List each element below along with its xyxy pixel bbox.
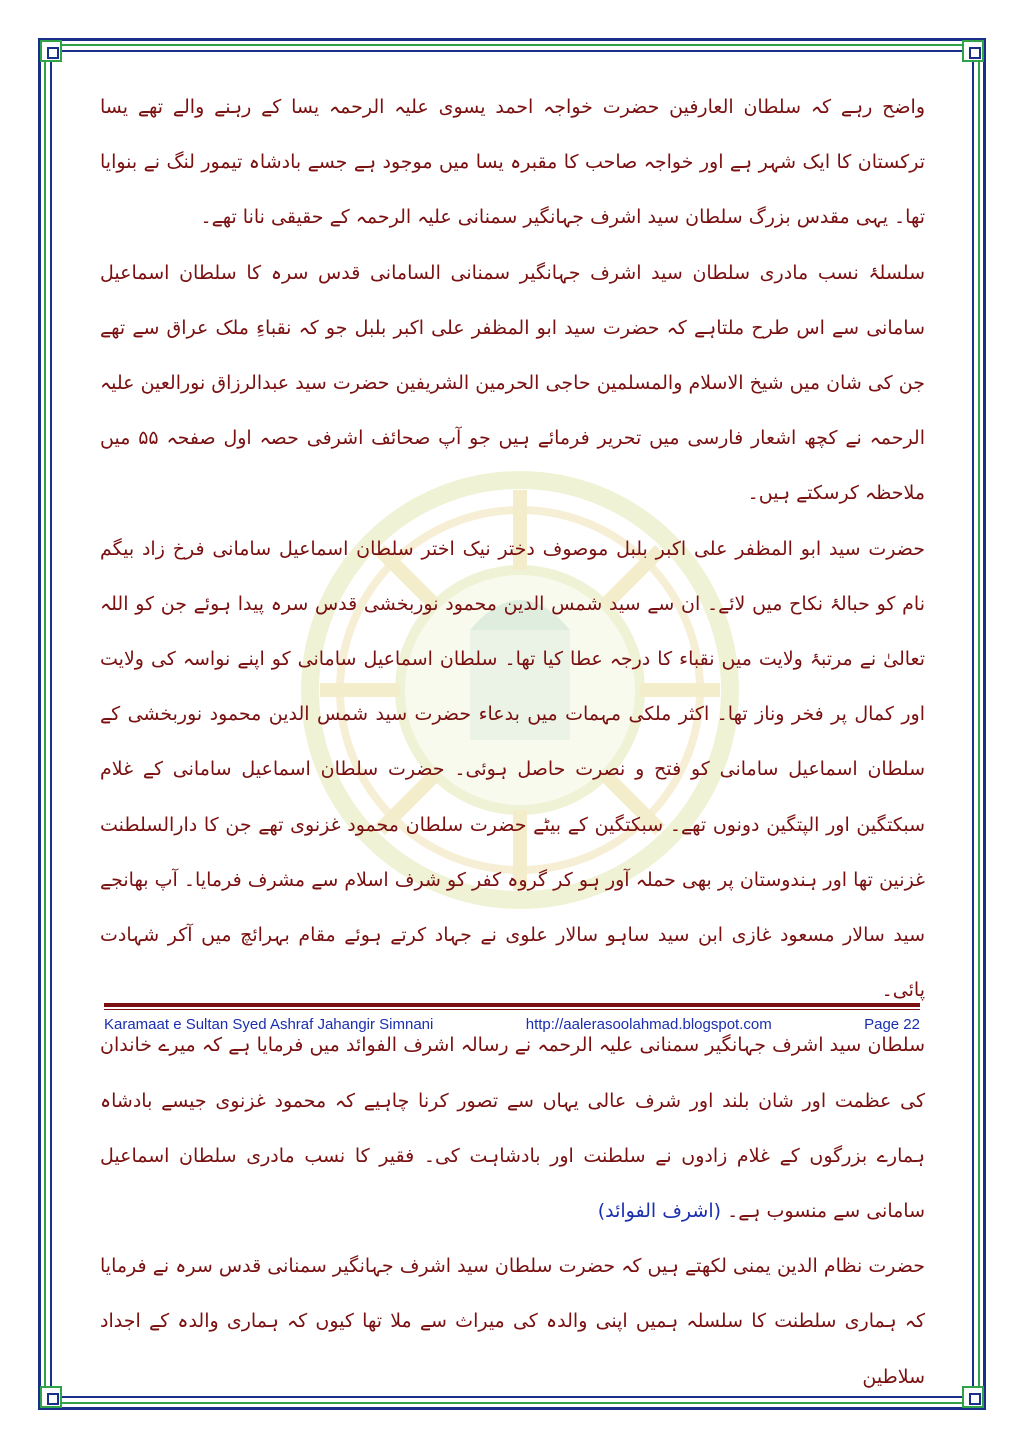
footer-url-link[interactable]: http://aalerasoolahmad.blogspot.com	[525, 1015, 772, 1033]
corner-ornament-bottom-left	[40, 1386, 62, 1408]
footer-rule	[104, 1003, 920, 1007]
corner-ornament-bottom-right	[962, 1386, 984, 1408]
paragraph-3: حضرت سید ابو المظفر علی اکبر بلبل موصوف دختر نیک اختر سلطان اسماعیل سامانی فرخ زاد بیگم نام کو حبالۂ نکاح میں لائے۔ ان سے سید شمس الدین محمود نوربخشی قدس سرہ پیدا ہوئے جن کو اللہ تعالیٰ نے مرتبۂ ولایت میں نقباء کا درجہ عطا کیا تھا۔ سلطان اسماعیل سامانی کو اپنے نواسہ کی ولایت اور کمال پر فخر وناز تھا۔ اکثر ملکی مہمات میں بدعاء حضرت سید شمس الدین محمود نوربخشی کے سلطان اسماعیل سامانی کو فتح و نصرت حاصل ہوئی۔ حضرت سلطان اسماعیل سامانی کے غلام سبکتگین اور الپتگین دونوں تھے۔ سبکتگین کے بیٹے حضرت سلطان محمود غزنوی تھے جن کا دارالسلطنت غزنین تھا اور ہندوستان پر بھی حملہ آور ہو کر گروہ کفر کو شرف اسلام سے مشرف فرمایا۔ آپ بھانجے سید سالار مسعود غازی ابن سید ساہو سالار علوی نے جہاد کرتے ہوئے مقام بہرائچ میں آکر شہادت پائی۔	[100, 537, 925, 1002]
citation: (اشرف الفوائد)	[597, 1200, 722, 1223]
paragraph-4	[100, 1015, 925, 1239]
page-footer	[104, 1010, 920, 1038]
corner-ornament-top-right	[962, 40, 984, 62]
paragraph-5: حضرت نظام الدین یمنی لکھتے ہیں کہ حضرت سلطان سید اشرف جہانگیر سمنانی قدس سرہ نے فرمایا کہ ہماری سلطنت کا سلسلہ ہمیں اپنی والدہ کی میراث سے ملا تھا کیوں کہ ہماری والدہ کے اجداد سلاطین	[100, 1255, 925, 1388]
paragraph-2: سلسلۂ نسب مادری سلطان سید اشرف جہانگیر سمنانی السامانی قدس سرہ کا سلطان اسماعیل سامانی سے اس طرح ملتاہے کہ حضرت سید ابو المظفر علی اکبر بلبل جو کہ نقباءِ ملک عراق سے تھے جن کی شان میں شیخ الاسلام والمسلمین حاجی الحرمین الشریفین حضرت سید عبدالرزاق نورالعین علیہ الرحمہ نے کچھ اشعار فارسی میں تحریر فرمائے ہیں جو آپ صحائف اشرفی حصہ اول صفحہ ۵۵ میں ملاحظہ کرسکتے ہیں۔	[100, 261, 925, 505]
article-body	[100, 80, 925, 1388]
corner-ornament-top-left	[40, 40, 62, 62]
paragraph-4-text: سلطان سید اشرف جہانگیر سمنانی علیہ الرحمہ نے رسالہ اشرف الفوائد میں فرمایا ہے کہ میرے خاندان کی عظمت اور شان بلند اور شرف عالی یہاں سے تصور کرنا چاہیے کہ محمود غزنوی جیسے بادشاہ ہمارے بزرگوں کے غلام زادوں نے سلطنت اور بادشاہت کی۔ فقیر کا نسب مادری سلطان اسماعیل سامانی سے منسوب ہے۔	[100, 1034, 925, 1223]
footer-book-title: Karamaat e Sultan Syed Ashraf Jahangir Simnani	[104, 1015, 434, 1033]
paragraph-1: واضح رہے کہ سلطان العارفین حضرت خواجہ احمد یسوی علیہ الرحمہ یسا کے رہنے والے تھے یسا ترکستان کا ایک شہر ہے اور خواجہ صاحب کا مقبرہ یسا میں موجود ہے جسے بادشاہ تیمور لنگ نے بنوایا تھا۔ یہی مقدس بزرگ سلطان سید اشرف جہانگیر سمنانی علیہ الرحمہ کے حقیقی نانا تھے۔	[100, 96, 925, 229]
footer-page-number: Page 22	[864, 1015, 920, 1033]
